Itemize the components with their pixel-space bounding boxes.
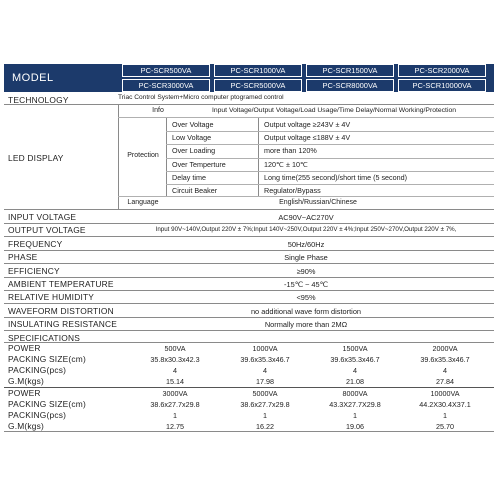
divider xyxy=(4,236,494,237)
power-value: 1500VA xyxy=(342,344,368,353)
model-label: MODEL xyxy=(12,72,54,84)
spec-label: INSULATING RESISTANCE xyxy=(8,319,118,330)
gm-value: 19.06 xyxy=(346,422,364,431)
power-value: 2000VA xyxy=(432,344,458,353)
divider xyxy=(4,250,494,251)
protection-value: Regulator/Bypass xyxy=(264,186,321,195)
packing-pcs-value: 1 xyxy=(353,411,357,420)
gm-value: 21.08 xyxy=(346,377,364,386)
model-name-cell: PC-SCR1500VA xyxy=(306,64,394,77)
technology-label: TECHNOLOGY xyxy=(8,95,69,105)
specifications-label: SPECIFICATIONS xyxy=(8,333,80,343)
spec-row-label: PACKING SIZE(cm) xyxy=(8,399,86,409)
language-value: English/Russian/Chinese xyxy=(279,199,357,206)
spec-row-label: G.M(kgs) xyxy=(8,421,45,431)
protection-name: Over Temperture xyxy=(172,159,226,169)
divider xyxy=(166,144,494,145)
protection-value: more than 120% xyxy=(264,146,317,156)
divider xyxy=(166,184,494,185)
packing-pcs-value: 4 xyxy=(173,366,177,375)
divider xyxy=(118,117,494,118)
spec-value: AC90V~AC270V xyxy=(278,213,334,222)
packing-size-value: 44.2X30.4X37.1 xyxy=(419,400,471,409)
spec-row-label: POWER xyxy=(8,343,41,353)
spec-row-label: PACKING(pcs) xyxy=(8,410,67,420)
led-display-label: LED DISPLAY xyxy=(8,153,64,163)
power-value: 3000VA xyxy=(162,389,188,398)
protection-value: Output voltage ≤188V ± 4V xyxy=(264,133,351,143)
power-value: 10000VA xyxy=(430,389,460,398)
spec-label: EFFICIENCY xyxy=(8,265,60,276)
power-value: 5000VA xyxy=(252,389,278,398)
packing-size-value: 38.6x27.7x29.8 xyxy=(240,400,290,409)
model-name-cell: PC-SCR2000VA xyxy=(398,64,486,77)
divider xyxy=(4,431,494,432)
spec-value: no additional wave form distortion xyxy=(250,306,362,316)
gm-value: 12.75 xyxy=(166,422,184,431)
divider xyxy=(4,303,494,304)
power-value: 8000VA xyxy=(342,389,368,398)
packing-size-value: 35.8x30.3x42.3 xyxy=(150,355,200,364)
protection-value: Output voltage ≥243V ± 4V xyxy=(264,120,351,129)
spec-label: WAVEFORM DISTORTION xyxy=(8,305,114,316)
protection-name: Over Loading xyxy=(172,146,216,156)
packing-pcs-value: 1 xyxy=(173,411,177,420)
packing-size-value: 39.6x35.3x46.7 xyxy=(330,355,380,364)
spec-label: INPUT VOLTAGE xyxy=(8,212,77,222)
gm-value: 25.70 xyxy=(436,422,454,431)
protection-name: Low Voltage xyxy=(172,133,212,143)
spec-label: OUTPUT VOLTAGE xyxy=(8,225,86,236)
info-label: Info xyxy=(152,107,164,114)
packing-pcs-value: 1 xyxy=(443,411,447,420)
divider xyxy=(166,131,494,132)
divider xyxy=(4,263,494,264)
divider xyxy=(4,223,494,224)
divider xyxy=(166,171,494,172)
packing-size-value: 39.6x35.3x46.7 xyxy=(240,355,290,364)
protection-name: Circuit Beaker xyxy=(172,186,218,195)
divider xyxy=(4,209,494,210)
gm-value: 15.14 xyxy=(166,377,184,386)
spec-value: Normally more than 2MΩ xyxy=(264,320,348,330)
model-name-cell: PC-SCR10000VA xyxy=(398,79,486,92)
spec-row-label: PACKING(pcs) xyxy=(8,365,67,375)
info-value: Input Voltage/Output Voltage/Load Usage/Time Delay/Normal Working/Protection xyxy=(211,107,457,114)
divider xyxy=(4,317,494,318)
model-name-cell: PC-SCR500VA xyxy=(122,64,210,77)
spec-value: Single Phase xyxy=(284,253,328,263)
protection-value: 120℃ ± 10℃ xyxy=(264,159,309,169)
spec-row-label: POWER xyxy=(8,388,41,398)
model-name-cell: PC-SCR8000VA xyxy=(306,79,394,92)
gm-value: 16.22 xyxy=(256,422,274,431)
spec-row-label: PACKING SIZE(cm) xyxy=(8,354,86,364)
spec-label: RELATIVE HUMIDITY xyxy=(8,292,95,303)
spec-value: 50Hz/60Hz xyxy=(287,239,325,249)
protection-label: Protection xyxy=(127,152,159,159)
divider xyxy=(4,290,494,291)
packing-pcs-value: 4 xyxy=(263,366,267,375)
packing-pcs-value: 1 xyxy=(263,411,267,420)
packing-pcs-value: 4 xyxy=(353,366,357,375)
divider xyxy=(4,330,494,331)
divider xyxy=(118,196,494,197)
model-name-cell: PC-SCR5000VA xyxy=(214,79,302,92)
model-name-cell: PC-SCR1000VA xyxy=(214,64,302,77)
protection-name: Delay time xyxy=(172,172,206,182)
model-name-cell: PC-SCR3000VA xyxy=(122,79,210,92)
protection-value: Long time(255 second)/short time (5 second) xyxy=(264,172,408,182)
packing-pcs-value: 4 xyxy=(443,366,447,375)
spec-label: PHASE xyxy=(8,252,38,263)
divider xyxy=(166,158,494,159)
divider xyxy=(4,104,494,105)
gm-value: 27.84 xyxy=(436,377,454,386)
technology-value: Triac Control System+Micro computer ptogramed control xyxy=(118,94,284,101)
spec-value: ≥90% xyxy=(296,266,316,276)
packing-size-value: 43.3X27.7X29.8 xyxy=(329,400,381,409)
gm-value: 17.98 xyxy=(256,377,274,386)
language-label: Language xyxy=(127,199,159,206)
spec-value: -15℃ ~ 45℃ xyxy=(284,280,328,289)
power-value: 1000VA xyxy=(252,344,278,353)
packing-size-value: 38.6x27.7x29.8 xyxy=(150,400,200,409)
divider xyxy=(4,342,494,343)
divider xyxy=(118,104,119,209)
spec-label: AMBIENT TEMPERATURE xyxy=(8,279,114,289)
divider xyxy=(4,387,494,388)
spec-label: FREQUENCY xyxy=(8,238,63,249)
spec-row-label: G.M(kgs) xyxy=(8,376,45,386)
spec-value: <95% xyxy=(296,293,316,303)
divider xyxy=(4,277,494,278)
spec-value: Input 90V~140V,Output 220V ± 7%;Input 140V~250V,Output 220V ± 4%;Input 250V~270V,Output 220V ± 7%, xyxy=(155,226,457,234)
power-value: 500VA xyxy=(164,344,186,353)
protection-name: Over Voltage xyxy=(172,120,214,129)
packing-size-value: 39.6x35.3x46.7 xyxy=(420,355,470,364)
